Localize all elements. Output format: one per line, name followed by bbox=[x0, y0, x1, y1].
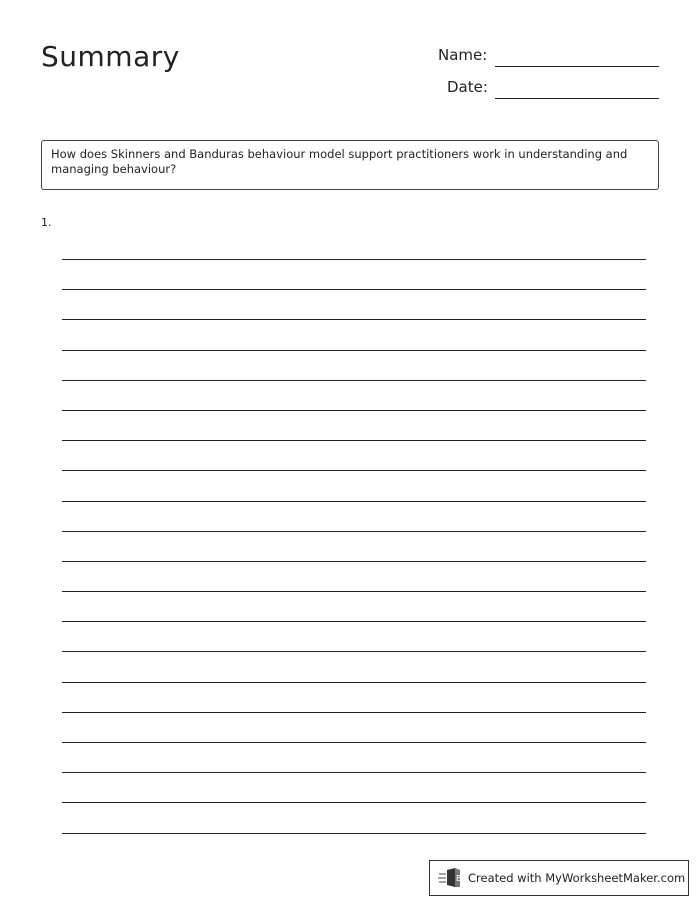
footer-credit-badge bbox=[429, 860, 689, 896]
answer-lines[interactable] bbox=[62, 259, 646, 863]
answer-line[interactable] bbox=[62, 440, 646, 470]
answer-line[interactable] bbox=[62, 833, 646, 863]
answer-line[interactable] bbox=[62, 410, 646, 440]
answer-line[interactable] bbox=[62, 772, 646, 802]
answer-line[interactable] bbox=[62, 742, 646, 772]
question-box bbox=[41, 140, 659, 190]
answer-line[interactable] bbox=[62, 531, 646, 561]
worksheet-maker-logo-icon bbox=[438, 867, 462, 889]
name-field-line[interactable] bbox=[495, 66, 659, 67]
answer-line[interactable] bbox=[62, 682, 646, 712]
question-number: 1. bbox=[41, 216, 52, 229]
date-label: Date: bbox=[447, 78, 488, 96]
answer-line[interactable] bbox=[62, 259, 646, 289]
answer-line[interactable] bbox=[62, 621, 646, 651]
answer-line[interactable] bbox=[62, 712, 646, 742]
answer-line[interactable] bbox=[62, 501, 646, 531]
date-field-line[interactable] bbox=[495, 98, 659, 99]
svg-text:B: B bbox=[456, 874, 462, 883]
answer-line[interactable] bbox=[62, 289, 646, 319]
name-label: Name: bbox=[438, 46, 488, 64]
footer-credit-text: Created with MyWorksheetMaker.com bbox=[468, 871, 686, 885]
answer-line[interactable] bbox=[62, 319, 646, 349]
answer-line[interactable] bbox=[62, 802, 646, 832]
answer-line[interactable] bbox=[62, 591, 646, 621]
answer-line[interactable] bbox=[62, 651, 646, 681]
page-title: Summary bbox=[41, 40, 180, 73]
answer-line[interactable] bbox=[62, 561, 646, 591]
question-text: How does Skinners and Banduras behaviour model support practitioners work in understanding and managing behaviour? bbox=[51, 147, 628, 176]
answer-line[interactable] bbox=[62, 470, 646, 500]
answer-line[interactable] bbox=[62, 350, 646, 380]
answer-line[interactable] bbox=[62, 380, 646, 410]
